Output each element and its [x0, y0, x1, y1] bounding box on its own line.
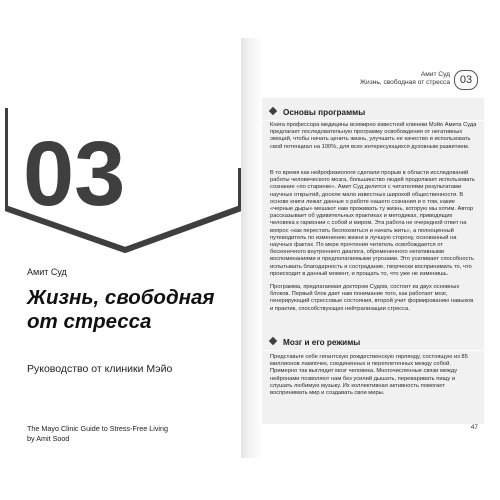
book-title — [27, 286, 247, 334]
book-title-line: Жизнь, свободная — [27, 286, 215, 309]
running-head-title: Жизнь, свободная от стресса — [359, 79, 450, 86]
running-head — [360, 71, 450, 87]
section-heading-text: Мозг и его режимы — [283, 338, 361, 347]
right-page — [252, 38, 490, 458]
section-heading — [262, 336, 484, 350]
diamond-bullet-icon — [269, 337, 277, 345]
original-title-line: by Amit Sood — [27, 434, 70, 443]
chapter-number: 03 — [23, 123, 126, 225]
book-subtitle: Руководство от клиники Мэйо — [27, 363, 173, 375]
book-title-line: от стресса — [27, 310, 152, 333]
section-divider — [262, 350, 484, 351]
body-paragraph: Программа, предлагаемая доктором Судом, состоит из двух основных блоков. Первый блок дает нам понимание того, как работает мозг, генерирующий стрессовые состояния, второй учит формированию навыков и практик, способствующих нейтрализации стресса. — [270, 284, 474, 312]
body-paragraph: Представьте себе гигантскую рождественскую гирлянду, состоящую из 85 миллионов лампочек, соединенных и переплетенных между собой. Примерно так выглядит мозг человека. Многочисленные связи между нейронами позволяют нам без усилий дышать, переваривать пищу и слушать любимую музыку. Их коллективная активность помогает воспринимать мир и создавать свои миры. — [270, 354, 468, 397]
body-paragraph: Книга профессора медицины всемирно известной клиники Мэйо Амита Суда предлагает последовательную программу освобождения от негативных эмоций, чтобы начать ценить жизнь, улучшить ее качество и использовать свой потенциал на 100%, для всех интересующихся духовным развитием. — [270, 122, 477, 150]
page-number: 47 — [470, 424, 478, 431]
chapter-badge: 03 — [454, 70, 478, 90]
author-name: Амит Суд — [27, 267, 67, 277]
original-title — [27, 424, 227, 444]
section-divider — [262, 120, 484, 121]
section-heading — [262, 106, 484, 120]
diamond-bullet-icon — [269, 107, 277, 115]
running-head-author: Амит Суд — [420, 71, 450, 78]
body-paragraph: В то время как нейрофизиологи сделали прорыв в области исследований работы человеческого мозга, большинство людей продолжает использовать сознание «по старинке». Амит Суд делится с читателями результатами научных открытий, доселе мало известных широкой общественности. В основе книги лежат данные о работе нашего сознания и о том, какие «черные дыры» мешают нам проживать ту жизнь, которую мы хотим. Автор рассказывает об удивительных практиках и методиках, приводящих человека к гармонии с собой и миром. Эта работа не очередной ответ на вопрос «как перестать беспокоиться и начать жить», а полноценный путеводитель по изменению жизни в лучшую сторону, основанный на научных фактах. По мере прочтения читатель освобождается от бесконечного внутреннего диалога, обремененного негативными воспоминаниями и предполагаемыми угрозами. Это усиливает способность испытывать благодарность и сострадание, творчески воспринимать то, что происходит в данный момент, и прощать то, что уже не изменишь. — [270, 170, 475, 277]
section-heading-text: Основы программы — [283, 108, 366, 117]
original-title-line: The Mayo Clinic Guide to Stress-Free Living — [27, 424, 169, 433]
left-page — [5, 38, 241, 458]
